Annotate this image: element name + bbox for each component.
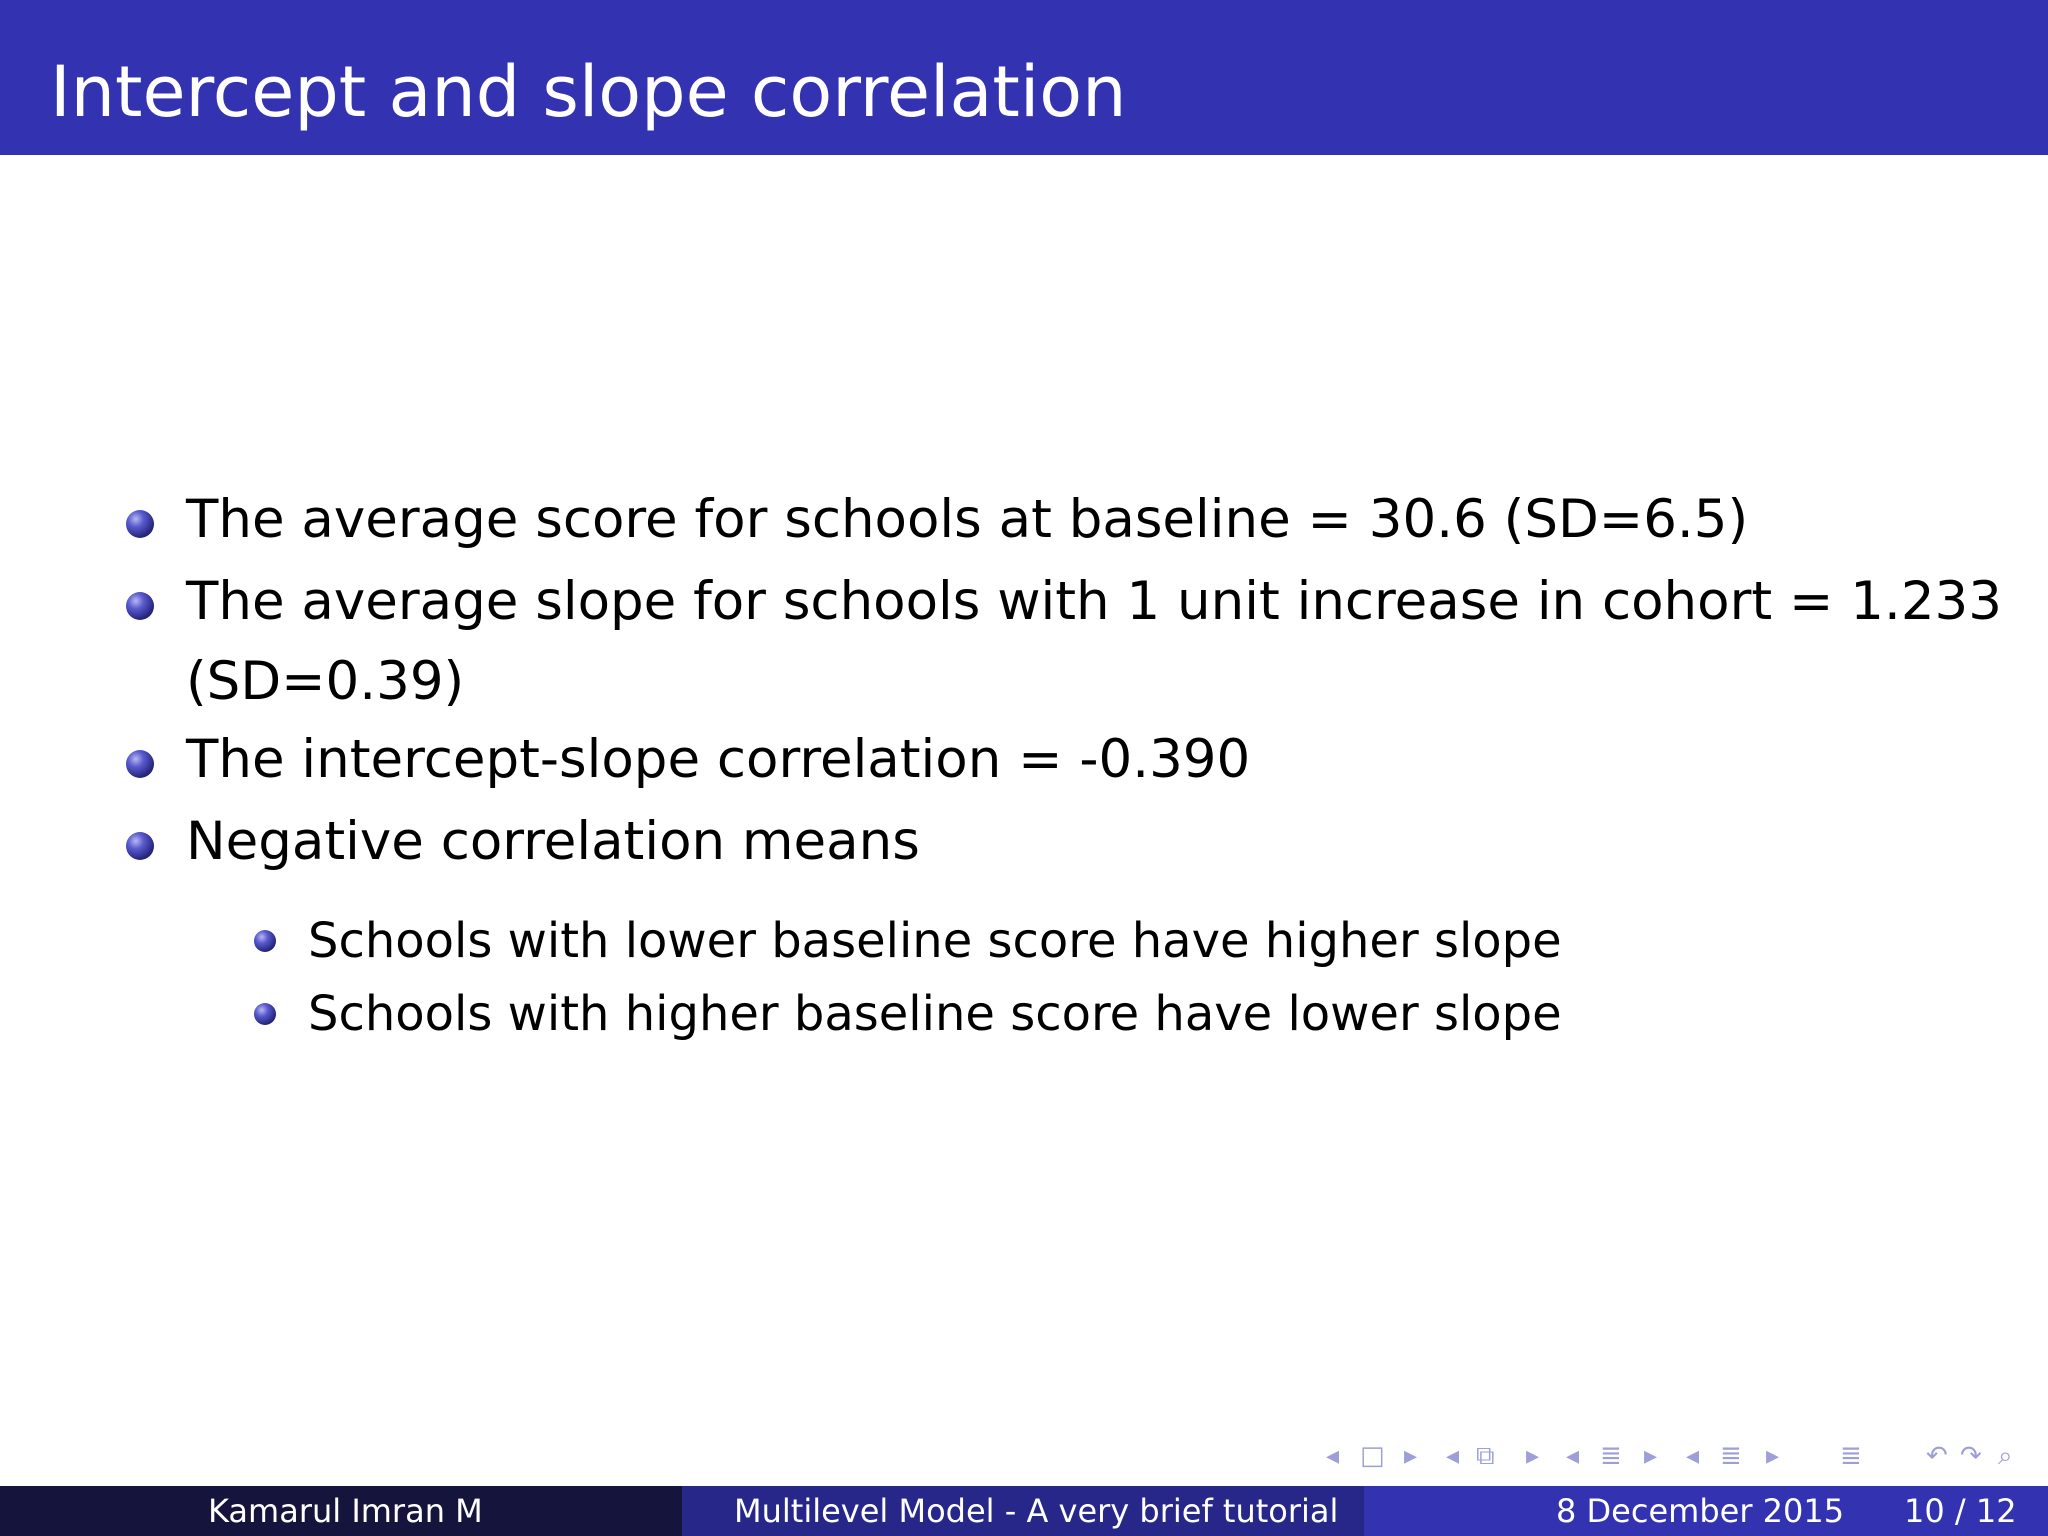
footer-title-segment: [682, 1486, 1364, 1536]
nav-subsection-icon[interactable]: ⧉: [1476, 1441, 1495, 1471]
slide-title: Intercept and slope correlation: [50, 51, 1127, 133]
nav-search-icon[interactable]: ⌕: [1998, 1441, 2013, 1471]
list-item: Negative correlation means: [186, 811, 920, 872]
nav-toc-icon[interactable]: ≣: [1720, 1441, 1742, 1471]
nav-next-frame-icon[interactable]: ▸: [1404, 1441, 1418, 1471]
nav-appendix-icon[interactable]: ≣: [1840, 1441, 1862, 1471]
nav-next-toc-icon[interactable]: ▸: [1766, 1441, 1780, 1471]
sub-bullet-ball-icon: [254, 1003, 276, 1025]
list-item: The average slope for schools with 1 unit increase in cohort = 1.233: [186, 571, 2002, 632]
list-item: The average score for schools at baseline = 30.6 (SD=6.5): [186, 489, 1749, 550]
nav-prev-section-icon[interactable]: ◂: [1566, 1441, 1580, 1471]
footer: [0, 1486, 2048, 1536]
footer-author-segment: [0, 1486, 682, 1536]
sub-bullet-ball-icon: [254, 930, 276, 952]
nav-frame-icon[interactable]: □: [1360, 1441, 1385, 1471]
nav-next-subsection-icon[interactable]: ▸: [1526, 1441, 1540, 1471]
footer-author: Kamarul Imran M: [208, 1492, 483, 1530]
nav-section-icon[interactable]: ≣: [1600, 1441, 1622, 1471]
bullet-ball-icon: [126, 832, 154, 860]
bullet-ball-icon: [126, 510, 154, 538]
nav-next-section-icon[interactable]: ▸: [1644, 1441, 1658, 1471]
nav-prev-frame-icon[interactable]: ◂: [1326, 1441, 1340, 1471]
footer-talk-title: Multilevel Model - A very brief tutorial: [734, 1492, 1339, 1530]
footer-date-segment: [1364, 1486, 2048, 1536]
footer-page-number: 10 / 12: [1904, 1492, 2017, 1530]
list-item-continuation: (SD=0.39): [186, 651, 465, 712]
list-item: The intercept-slope correlation = -0.390: [186, 729, 1251, 790]
sub-list-item: Schools with lower baseline score have higher slope: [308, 913, 1562, 969]
bullet-ball-icon: [126, 750, 154, 778]
navigation-bar: [0, 1438, 2048, 1474]
footer-date: 8 December 2015: [1556, 1492, 1845, 1530]
nav-back-icon[interactable]: ↶: [1926, 1441, 1948, 1471]
nav-prev-subsection-icon[interactable]: ◂: [1446, 1441, 1460, 1471]
nav-forward-icon[interactable]: ↷: [1960, 1441, 1982, 1471]
bullet-ball-icon: [126, 592, 154, 620]
nav-prev-toc-icon[interactable]: ◂: [1686, 1441, 1700, 1471]
sub-list-item: Schools with higher baseline score have lower slope: [308, 986, 1562, 1042]
